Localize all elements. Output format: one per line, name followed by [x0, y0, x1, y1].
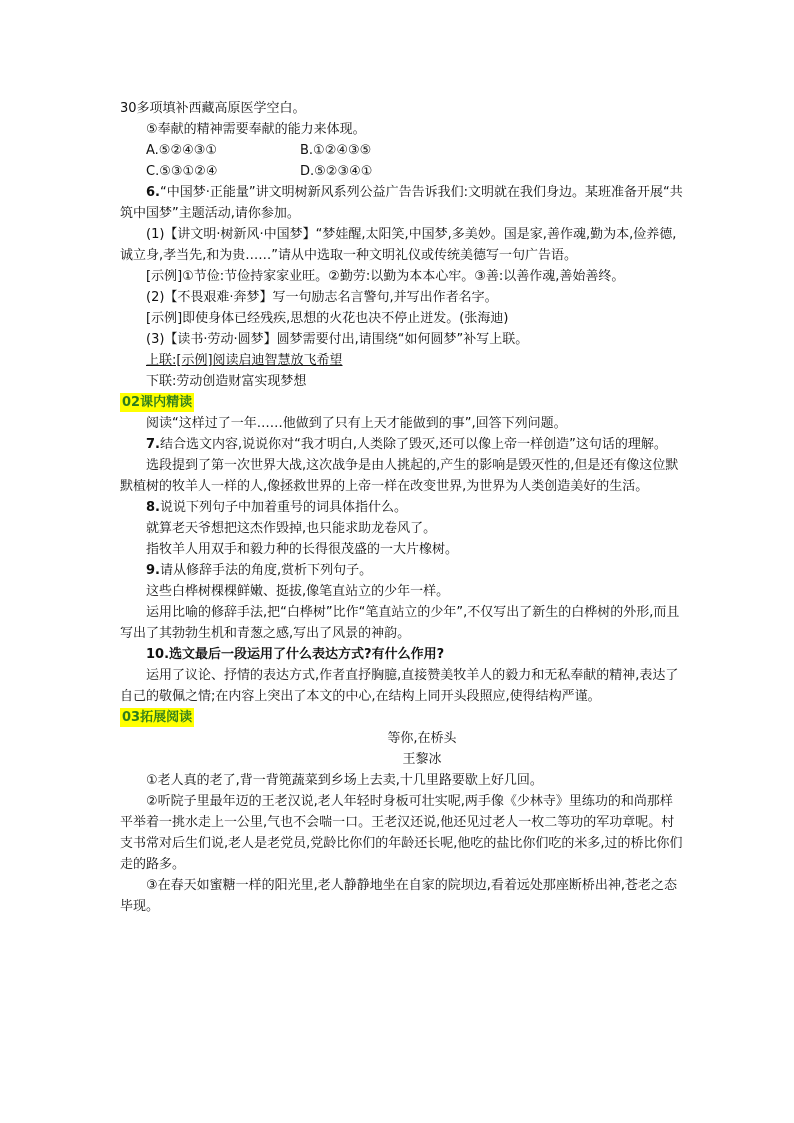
article-author: 王黎冰	[402, 752, 442, 767]
options-row	[120, 140, 684, 161]
article-paragraph-3: ③在春天如蜜糖一样的阳光里,老人静静地坐在自家的院坝边,看着远处那座断桥出神,苍老之态毕现。	[120, 878, 678, 914]
question-9	[120, 560, 684, 581]
question-number: 9.	[146, 563, 160, 578]
question-number: 7.	[146, 437, 160, 452]
option-c: C.⑤③①②④	[146, 164, 218, 179]
couplet-upper	[120, 350, 684, 371]
text-line: 30多项填补西藏高原医学空白。	[120, 101, 306, 116]
section-label: 03拓展阅读	[122, 710, 193, 725]
answer-8: 指牧羊人用双手和毅力种的长得很茂盛的一大片橡树。	[146, 542, 459, 557]
question-6-1: (1)【讲文明·树新风·中国梦】“梦娃醒,太阳笑,中国梦,多美妙。国是家,善作魂,勤为本,俭养德,诚立身,孝当先,和为贵……”请从中选取一种文明礼仪或传统美德写一句广告语。	[120, 227, 677, 263]
question-6-2: (2)【不畏艰难·奔梦】写一句励志名言警句,并写出作者名字。	[146, 290, 498, 305]
text-line: ⑤奉献的精神需要奉献的能力来体现。	[146, 122, 366, 137]
question-10	[120, 644, 684, 665]
article-title: 等你,在桥头	[387, 731, 457, 746]
question-text: “中国梦·正能量”讲文明树新风系列公益广告告诉我们:文明就在我们身边。某班准备开展“共筑中国梦”主题活动,请你参加。	[120, 185, 683, 221]
section-heading-02	[120, 392, 684, 413]
reading-intro: 阅读“这样过了一年……他做到了只有上天才能做到的事”,回答下列问题。	[146, 416, 567, 431]
question-6	[120, 182, 684, 224]
question-6-2-example: [示例]即使身体已经残疾,思想的火花也决不停止迸发。(张海迪)	[146, 311, 509, 326]
question-7	[120, 434, 684, 455]
article-paragraph-2: ②听院子里最年迈的王老汉说,老人年轻时身板可壮实呢,两手像《少林寺》里练功的和尚那样平举着一挑水走上一公里,气也不会喘一口。王老汉还说,他还见过老人一枚二等功的军功章呢。村支书常对后生们说,老人是老党员,党龄比你们的年龄还长呢,他吃的盐比你们吃的米多,过的桥比你们走的路多。	[120, 794, 683, 872]
option-d: D.⑤②③④①	[300, 164, 373, 179]
question-6-3: (3)【读书·劳动·圆梦】圆梦需要付出,请围绕“如何圆梦”补写上联。	[146, 332, 529, 347]
option-a: A.⑤②④③①	[146, 143, 218, 158]
question-number: 8.	[146, 500, 160, 515]
section-heading-03	[120, 707, 684, 728]
question-text: 结合选文内容,说说你对“我才明白,人类除了毁灭,还可以像上帝一样创造”这句话的理解。	[159, 437, 667, 452]
question-text: 选文最后一段运用了什么表达方式?有什么作用?	[169, 647, 445, 662]
question-8	[120, 497, 684, 518]
question-text: 请从修辞手法的角度,赏析下列句子。	[159, 563, 373, 578]
options-row	[120, 161, 684, 182]
article-paragraph-1: ①老人真的老了,背一背篼蔬菜到乡场上去卖,十几里路要歇上好几回。	[146, 773, 543, 788]
question-6-1-example: [示例]①节俭:节俭持家家业旺。②勤劳:以勤为本本心牢。③善:以善作魂,善始善终。	[146, 269, 625, 284]
couplet-lower: 下联:劳动创造财富实现梦想	[146, 374, 307, 389]
couplet-upper-text: 上联:[示例]阅读启迪智慧放飞希望	[146, 353, 343, 368]
answer-10: 运用了议论、抒情的表达方式,作者直抒胸臆,直接赞美牧羊人的毅力和无私奉献的精神,表达了自己的敬佩之情;在内容上突出了本文的中心,在结构上同开头段照应,使得结构严谨。	[120, 668, 679, 704]
answer-9: 运用比喻的修辞手法,把“白桦树”比作“笔直站立的少年”,不仅写出了新生的白桦树的外形,而且写出了其勃勃生机和青葱之感,写出了风景的神韵。	[120, 605, 680, 641]
question-number: 10.	[146, 647, 170, 662]
option-b: B.①②④③⑤	[300, 143, 372, 158]
answer-7: 选段提到了第一次世界大战,这次战争是由人挑起的,产生的影响是毁灭性的,但是还有像这位默默植树的牧羊人一样的人,像拯救世界的上帝一样在改变世界,为世界为人类创造美好的生活。	[120, 458, 679, 494]
question-text: 说说下列句子中加着重号的词具体指什么。	[159, 500, 407, 515]
sentence-9: 这些白桦树棵棵鲜嫩、挺拔,像笔直站立的少年一样。	[146, 584, 450, 599]
section-label: 02课内精读	[122, 395, 193, 410]
sentence-8: 就算老天爷想把这杰作毁掉,也只能求助龙卷风了。	[146, 521, 437, 536]
question-number: 6.	[146, 185, 160, 200]
